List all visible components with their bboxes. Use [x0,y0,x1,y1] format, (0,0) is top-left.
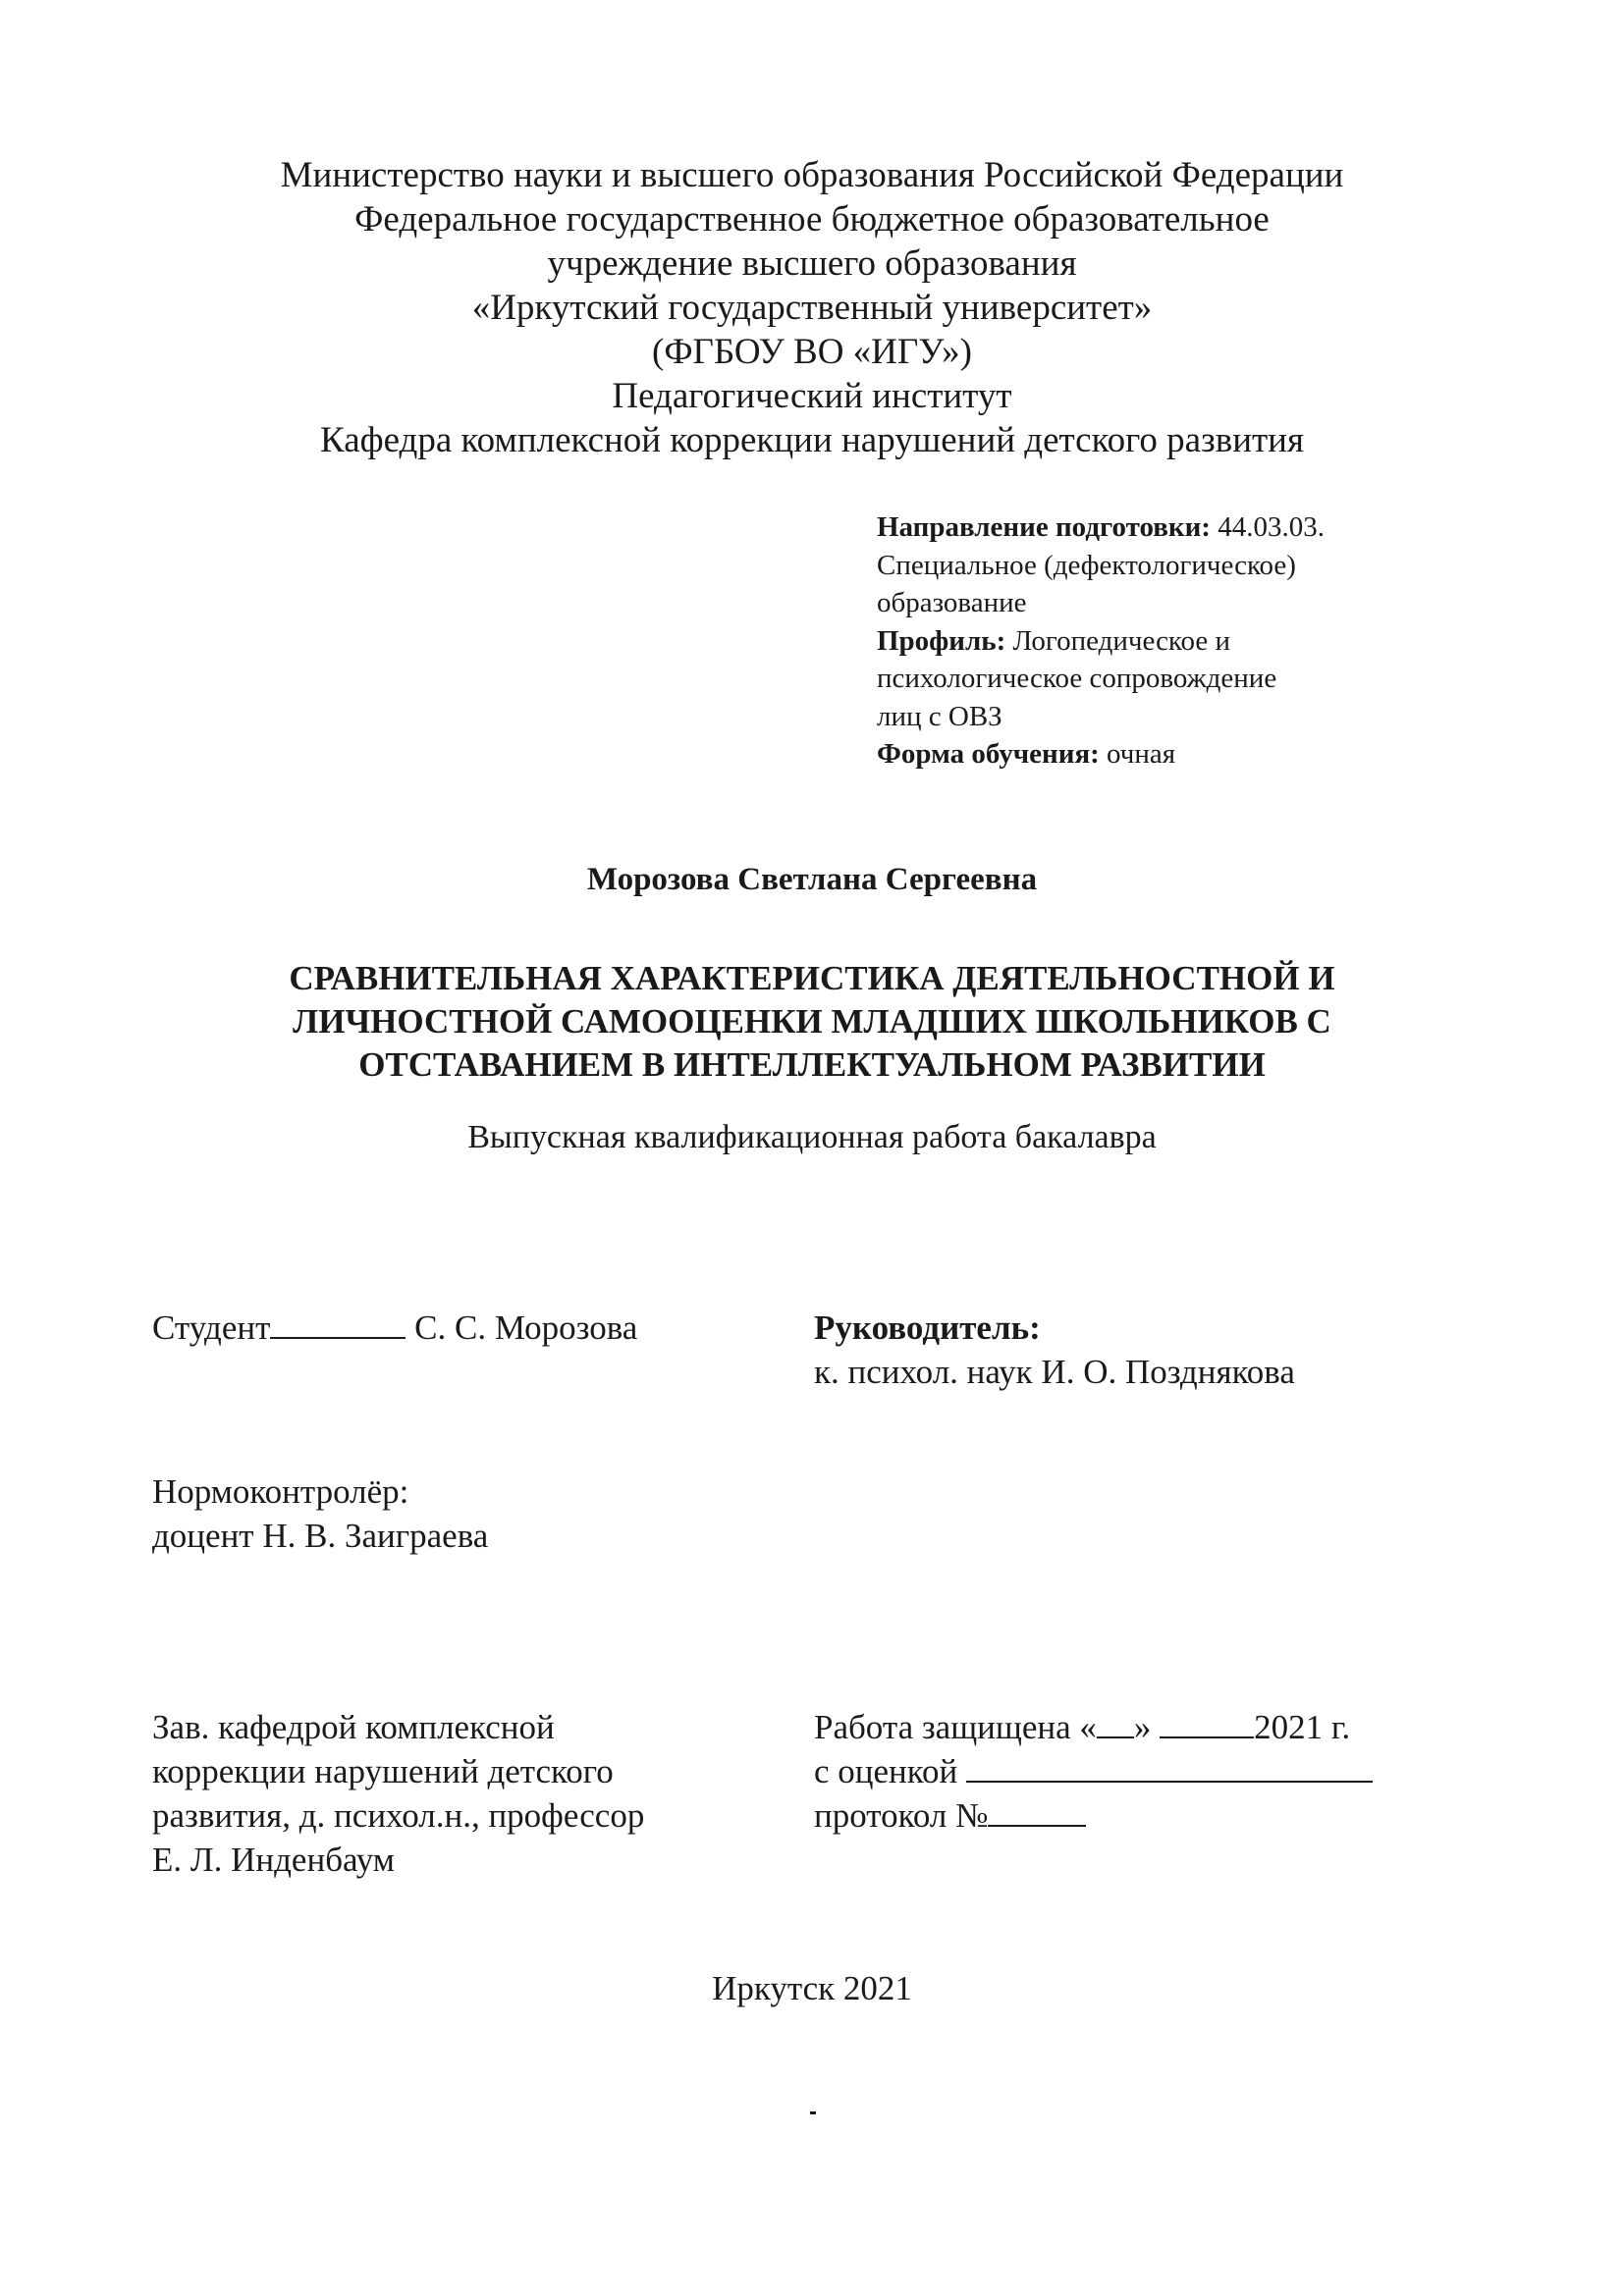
direction-name-line: Специальное (дефектологическое) [877,549,1296,581]
institution-header [0,153,1624,462]
defense-date-prefix: Работа защищена « [814,1708,1097,1746]
protocol-label: протокол № [814,1796,989,1835]
grade-label: с оценкой [814,1752,966,1790]
supervisor-name: к. психол. наук И. О. Позднякова [814,1353,1295,1391]
institute-name: Педагогический институт [612,376,1012,416]
head-of-department-line: Зав. кафедрой комплексной [152,1708,555,1746]
defense-block [814,1705,1442,1838]
direction-name-line-2: образование [877,587,1027,618]
study-form-label: Форма обучения: [877,738,1100,770]
grade-blank [966,1751,1373,1783]
head-of-department-line: коррекции нарушений детского [152,1752,614,1790]
supervisor-label: Руководитель: [814,1308,1041,1347]
direction-label: Направление подготовки: [877,511,1211,543]
author-name: Морозова Светлана Сергеевна [586,862,1038,897]
defense-date-line [814,1705,1442,1749]
profile-value-line-2: психологическое сопровождение [877,663,1277,694]
supervisor-block [814,1306,1295,1394]
study-form-line [877,735,1427,774]
thesis-title-line: ОТСТАВАНИЕМ В ИНТЕЛЛЕКТУАЛЬНОМ РАЗВИТИИ [358,1045,1266,1084]
direction-code: 44.03.03. [1210,511,1325,543]
profile-value: Логопедическое и [1005,624,1231,657]
thesis-title-line: СРАВНИТЕЛЬНАЯ ХАРАКТЕРИСТИКА ДЕЯТЕЛЬНОСТНОЙ И [289,959,1335,997]
university-abbreviation: (ФГБОУ ВО «ИГУ») [652,332,972,372]
head-of-department-name: Е. Л. Инденбаум [152,1841,395,1879]
thesis-title [0,957,1624,1087]
defense-year: 2021 г. [1254,1708,1351,1746]
student-name: С. С. Морозова [406,1308,638,1347]
profile-label: Профиль: [877,624,1006,657]
study-info [877,508,1427,774]
institution-type-line-2: учреждение высшего образования [547,243,1077,284]
defense-date-mid: » [1133,1708,1161,1746]
student-label: Студент [152,1308,271,1347]
study-form-value: очная [1099,738,1176,770]
university-name: «Иркутский государственный университет» [471,288,1153,328]
direction-line [877,508,1427,547]
normcontrol-name: доцент Н. В. Заиграева [152,1517,489,1555]
normcontrol-block [152,1469,488,1558]
protocol-blank [988,1795,1086,1827]
day-blank [1097,1707,1134,1738]
department-name: Кафедра комплексной коррекции нарушений детского развития [320,420,1304,460]
profile-line [877,622,1427,661]
head-of-department-line: развития, д. психол.н., профессор [152,1796,645,1835]
ministry-line: Министерство науки и высшего образования Российской Федерации [280,155,1344,195]
stray-mark [810,2111,816,2114]
city-year: Иркутск 2021 [712,1969,912,2007]
head-of-department-block [152,1705,781,1882]
institution-type-line: Федеральное государственное бюджетное образовательное [354,199,1270,240]
grade-line [814,1749,1442,1793]
thesis-title-line: ЛИЧНОСТНОЙ САМООЦЕНКИ МЛАДШИХ ШКОЛЬНИКОВ С [293,1002,1331,1041]
profile-value-line-3: лиц с ОВЗ [877,700,1002,732]
signature-blank [270,1308,406,1339]
student-signature [152,1306,637,1350]
work-type: Выпускная квалификационная работа бакалавра [467,1119,1157,1155]
protocol-line [814,1793,1442,1838]
month-blank [1160,1707,1254,1738]
normcontrol-label: Нормоконтролёр: [152,1472,409,1511]
